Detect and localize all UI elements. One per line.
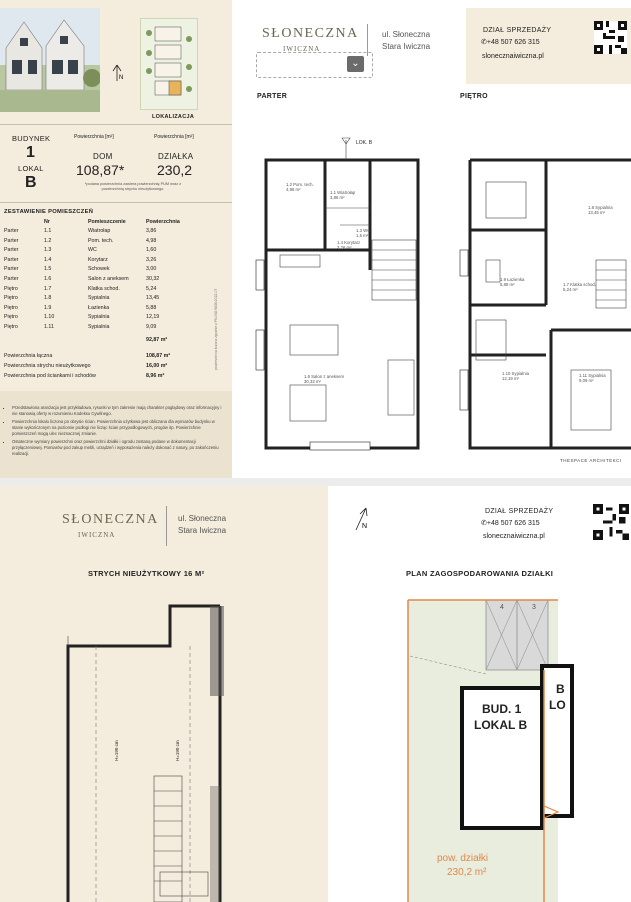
note-3: ▪ Ostateczne wymiary powierzchni oraz powierzchni działki i ogrodu zostaną podane w dokumentacji przyłączeniowej. Pomiarów pod zakup mebli, urządzeń i wyposażenia należy dokonać z natury, po zakończeniu realizacji. [12,439,224,456]
room-area: 3,26 [146,256,157,263]
house-label: DOM [93,152,113,161]
pietro-room-1-9: 1.9 Łazienka 5,88 m² [500,277,525,287]
pietro-room-1-10: 1.10 Sypialnia 12,19 m² [502,371,529,381]
sales-phone-2[interactable]: +48 507 626 315 [486,520,540,527]
notes-box [0,391,232,478]
site-plan-title: PLAN ZAGOSPODAROWANIA DZIAŁKI [406,569,554,578]
total-row [4,373,178,381]
room-area: 1,60 [146,247,157,254]
note-1: ▪ Przedstawiona aranżacja jest przykładowa, rysunki w tym zakresie mają charakter poglądowy oraz informacyjny i nie stanowią oferty w rozumieniu Kodeksu Cywilnego. [12,405,224,416]
room-name: Korytarz [88,256,108,263]
room-number: 1.3 [44,247,52,254]
room-row [4,314,178,322]
svg-text:N: N [362,523,368,530]
parter-room-1-1: 1.1 Wiatrołap 3,86 m² [330,190,356,200]
attic-title: STRYCH NIEUŻYTKOWY 16 M² [88,569,205,578]
pietro-room-1-8: 1.8 Sypialnia 13,45 m² [588,205,613,215]
room-floor: Parter [4,276,19,282]
plot-area-label: pow. działki [437,853,489,864]
neighbor-label-2: LO [549,698,566,712]
area-unit-label-house: Powierzchnia [m²] [74,134,114,140]
room-floor: Piętro [4,324,18,330]
room-area: 5,24 [146,285,157,292]
brand-name: SŁONECZNA [262,26,359,41]
room-floor: Parter [4,256,19,263]
parter-room-1-2: 1.2 Pom. tech. 4,98 m² [286,182,314,192]
header-nr: Nr [44,219,50,225]
architect-credit: THESPACE ARCHITEKCI [560,458,622,463]
room-number: 1.4 [44,256,52,263]
room-number: 1.2 [44,237,52,244]
plot-area-value: 230,2 [157,162,193,178]
room-name: WC [88,247,97,254]
room-name: Klatka schod. [88,285,120,292]
room-row [4,266,178,274]
room-number: 1.8 [44,295,52,302]
plot-area-value-site: 230,2 m² [447,867,487,878]
room-number: 1.5 [44,266,52,273]
total-value: 8,96 m² [146,373,165,379]
room-name: Salon z aneksem [88,276,129,282]
brochure-page-2 [0,486,631,902]
room-row [4,324,178,332]
neighbor-label-1: B [556,682,565,696]
building-label-site: BUD. 1 [482,702,522,716]
room-area: 30,32 [146,276,160,282]
brand-subname: IWICZNA [283,45,321,53]
header-room: Pomieszczenie [88,219,126,225]
room-area: 9,09 [146,324,157,330]
attic-height-label-2: H=190 cm [175,740,180,761]
total-row [4,363,178,371]
parter-room-1-3: 1.3 WC 1,6 m² [356,228,371,238]
building-value: 1 [26,144,35,161]
room-name: Sypialnia [88,295,110,302]
address-line-1-2: ul. Słoneczna [178,514,227,523]
room-floor: Piętro [4,295,18,302]
room-floor: Piętro [4,314,18,321]
house-render-image [0,8,100,112]
sales-phone[interactable]: +48 507 626 315 [486,39,540,46]
unit-label-site: LOKAL B [474,718,528,732]
room-name: Sypialnia [88,314,110,321]
room-row [4,228,178,236]
room-area: 13,45 [146,295,160,302]
room-name: Pom. tech. [88,237,114,244]
sales-website[interactable]: slonecznaiwiczna.pl [482,53,544,60]
parking-space-3: 3 [532,604,536,611]
rooms-table-header [4,219,178,227]
room-number: 1.9 [44,304,52,311]
room-floor: Parter [4,266,19,273]
room-floor: Parter [4,228,19,234]
parking-space-4: 4 [500,604,504,611]
site-plan [400,596,631,902]
sales-title: DZIAŁ SPRZEDAŻY [483,27,552,34]
house-area-value: 108,87* [76,162,125,178]
unit-value: B [25,174,37,191]
lok-b-label: LOK. B [356,140,373,146]
area-unit-label-plot: Powierzchnia [m²] [154,134,194,140]
room-row [4,238,178,246]
room-area: 4,98 [146,237,157,244]
room-name: Wiatrołap [88,228,111,234]
sales-phone-row-2 [481,519,540,527]
parter-room-1-4: 1.4 Korytarz 3,26 m² [337,240,361,250]
parter-room-1-6: 1.6 Salon z aneksem 30,32 m² [304,374,345,384]
page-separator [0,478,631,486]
room-floor: Parter [4,247,19,254]
sales-phone-row [481,38,540,46]
pietro-room-1-11: 1.11 Sypialnia 9,09 m² [579,373,606,383]
rooms-table-title: ZESTAWIENIE POMIESZCZEŃ [4,209,94,215]
room-row [4,295,178,303]
room-area: 3,86 [146,228,157,234]
parter-title: PARTER [257,93,288,100]
qr-code-icon[interactable] [594,21,627,54]
pietro-floor-plan [456,130,631,460]
total-label: Powierzchnia łączna [4,353,53,359]
room-number: 1.6 [44,276,52,282]
room-number: 1.1 [44,228,52,234]
room-number: 1.10 [44,314,55,321]
total-label: Powierzchnia pod ściankami i schodów [4,373,96,379]
header-area: Powierzchnia [146,219,180,225]
room-area: 3,00 [146,266,157,273]
pietro-room-1-7: 1.7 Klatka schod. 5,24 m² [563,282,596,292]
room-row [4,286,178,294]
room-row [4,276,178,284]
address-line-2-2: Stara Iwiczna [178,526,227,535]
pietro-title: PIĘTRO [460,93,488,100]
room-floor: Parter [4,237,19,244]
area-footnote: *podana powierzchnia zawiera powierzchnię PUM wraz z powierzchnią strychu nieużytkowego. [84,182,182,191]
room-number: 1.11 [44,324,54,330]
address-line-1: ul. Słoneczna [382,30,431,39]
room-row [4,247,178,255]
total-value: 108,87 m² [146,353,171,359]
north-arrow-icon [108,64,126,82]
location-label: LOKALIZACJA [152,114,195,120]
room-name: Łazienka [88,304,110,311]
qr-code-icon[interactable] [593,504,629,540]
parter-floor-plan [250,130,440,460]
plot-label: DZIAŁKA [158,152,194,161]
unit-label: LOKAL [18,164,44,173]
room-area: 5,88 [146,304,157,311]
location-map [140,18,198,110]
room-name: Sypialnia [88,324,110,330]
address-line-2: Stara Iwiczna [382,42,431,51]
room-row [4,257,178,265]
rooms-total: 92,87 m² [146,337,168,343]
room-name: Schowek [88,266,110,273]
chevron-down-icon[interactable]: ⌄ [347,56,364,72]
room-row [4,305,178,313]
attic-floor-plan [60,586,250,902]
phone-icon: ✆ [481,39,487,46]
attic-height-label-1: H=190 cm [114,740,119,761]
building-label: BUDYNEK [12,134,51,143]
sales-website-2[interactable]: slonecznaiwiczna.pl [483,533,545,540]
brand-subname-2: IWICZNA [78,531,116,539]
note-2: ▪ Powierzchnia lokalu liczona po obrysie ścian. Powierzchnia użytkowa jest obliczana dla wymiarów budynku w stanie wykończonym na poziomie podłogi nie licząc ścian przypodłogowych, progów itp. Powierzchnie pomieszczeń mogą ulec nieznacznej zmianie. [12,419,224,436]
room-area: 12,19 [146,314,160,321]
phone-icon: ✆ [481,520,487,527]
room-floor: Piętro [4,285,18,292]
sales-title-2: DZIAŁ SPRZEDAŻY [485,508,554,515]
total-value: 16,00 m² [146,363,168,369]
total-row [4,353,178,361]
measurement-standard-note: powierzchnia liczona zgodnie z PN-ISO 9836:2022-07 [214,288,218,370]
north-arrow-icon [350,506,372,532]
total-label: Powierzchnia strychu nieużytkowego [4,363,91,369]
room-floor: Piętro [4,304,18,311]
room-number: 1.7 [44,285,52,292]
brand-name-2: SŁONECZNA [62,512,159,527]
svg-text:N: N [119,75,124,81]
